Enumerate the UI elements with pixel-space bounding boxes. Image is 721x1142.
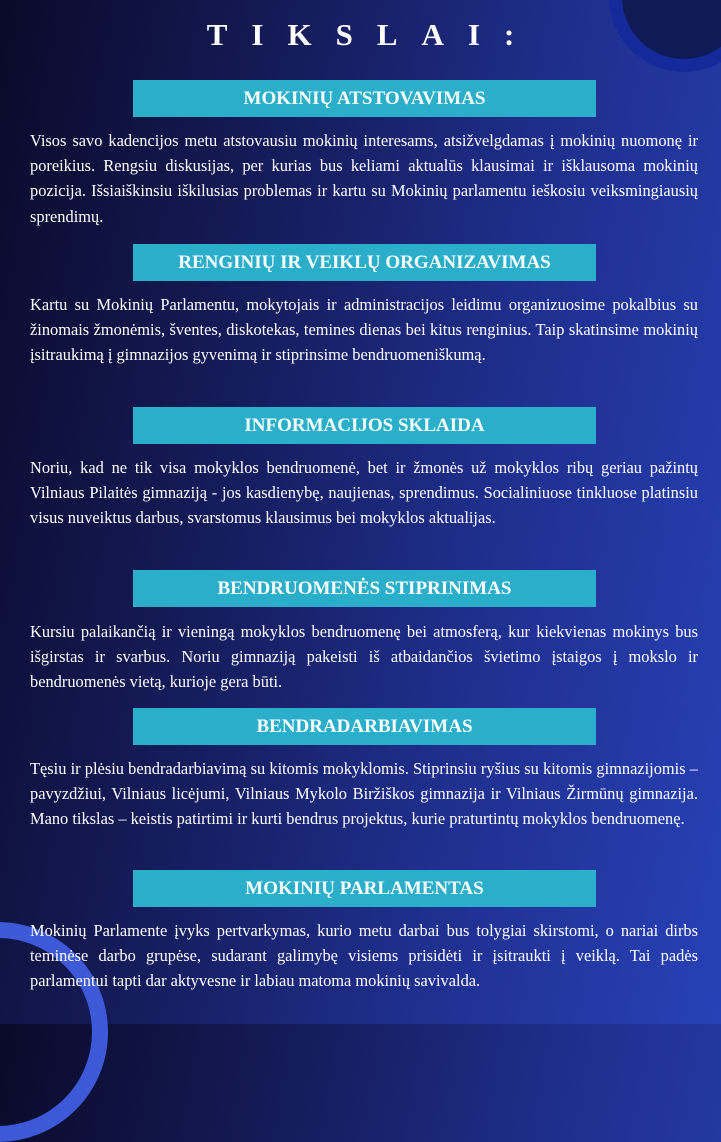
section-text-student-representation: Visos savo kadencijos metu atstovausiu mokinių interesams, atsižvelgdamas į mokinių nuomonę ir poreikius. Rengsiu diskusijas, per kurias bus keliami aktualūs klausimai ir išklausoma mokinių pozicija. Išsiaiškinsiu iškilusias problemas ir kartu su Mokinių parlamentu ieškosiu veiksmingiausių sprendimų.: [30, 131, 698, 226]
page-title: TIKSLAI:: [206, 17, 539, 52]
section-heading-cooperation: BENDRADARBIAVIMAS: [133, 708, 596, 745]
section-text-student-parliament: Mokinių Parlamente įvyks pertvarkymas, kurio metu darbai bus tolygiai skirstomi, o nariai dirbs teminėse darbo grupėse, sudarant galimybę visiems prisidėti ir įsitraukti į veiklą. Tai padės parlamentui tapti dar aktyvesne ir labiau matoma mokinių savivalda.: [30, 921, 698, 991]
section-heading-information-dissemination: INFORMACIJOS SKLAIDA: [133, 407, 596, 444]
section-heading-event-organization: RENGINIŲ IR VEIKLŲ ORGANIZAVIMAS: [133, 244, 596, 281]
section-text-community-strengthening: Kursiu palaikančią ir vieningą mokyklos bendruomenę bei atmosferą, kur kiekvienas mokinys bus išgirstas ir svarbus. Noriu gimnaziją pakeisti iš atbaidančios švietimo įstaigos į mokslo ir bendruomenės vietą, kurioje gera būti.: [30, 622, 698, 692]
section-text-information-dissemination: Noriu, kad ne tik visa mokyklos bendruomenė, bet ir žmonės už mokyklos ribų geriau pažintų Vilniaus Pilaitės gimnaziją - jos kasdienybę, naujienas, sprendimus. Socialiniuose tinkluose platinsiu visus nuveiktus darbus, svarstomus klausimus bei mokyklos aktualijas.: [30, 458, 698, 528]
section-text-cooperation: Tęsiu ir plėsiu bendradarbiavimą su kitomis mokyklomis. Stiprinsiu ryšius su kitomis gimnazijomis – pavyzdžiui, Vilniaus licėjumi, Vilniaus Mykolo Biržiškos gimnazija ir Vilniaus Žirmūnų gimnazija. Mano tikslas – keistis patirtimi ir kurti bendrus projektus, kurie praturtintų mokyklos bendruomenę.: [30, 759, 698, 829]
section-heading-student-parliament: MOKINIŲ PARLAMENTAS: [133, 870, 596, 907]
section-text-event-organization: Kartu su Mokinių Parlamentu, mokytojais ir administracijos leidimu organizuosime pokalbius su žinomais žmonėmis, šventes, diskotekas, temines dienas bei kitus renginius. Taip skatinsime mokinių įsitraukimą į gimnazijos gyvenimą ir stiprinsime bendruomeniškumą.: [30, 295, 698, 365]
section-heading-student-representation: MOKINIŲ ATSTOVAVIMAS: [133, 80, 596, 117]
section-heading-community-strengthening: BENDRUOMENĖS STIPRINIMAS: [133, 570, 596, 607]
